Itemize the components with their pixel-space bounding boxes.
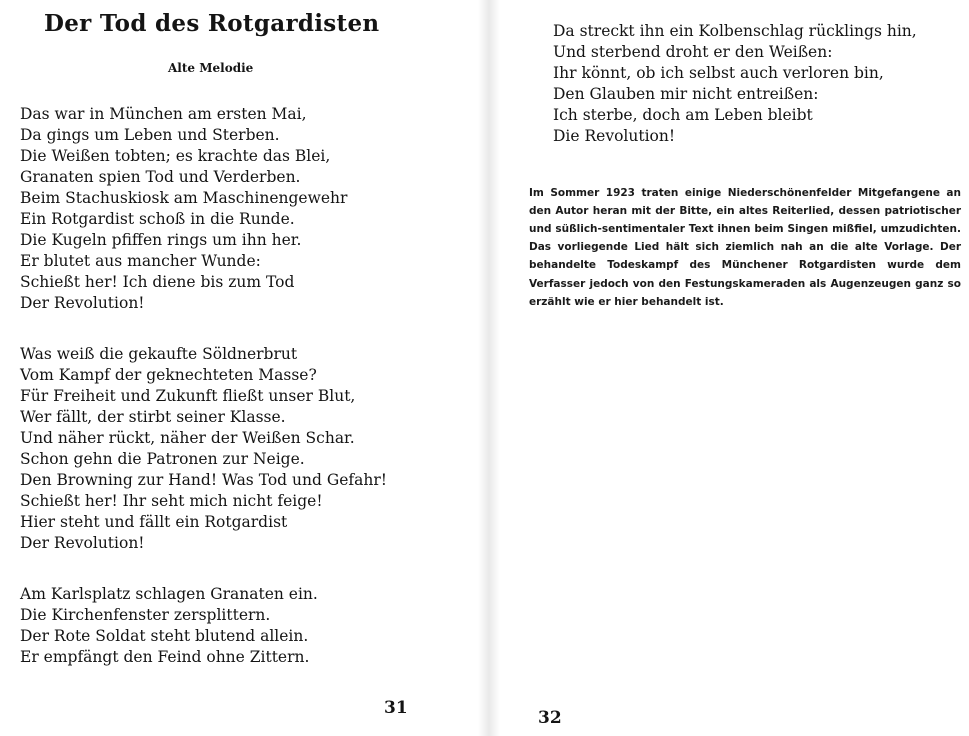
- verse-line: Schießt her! Ihr seht mich nicht feige!: [20, 492, 323, 510]
- stanza-4: [553, 21, 917, 147]
- verse-line: Den Browning zur Hand! Was Tod und Gefahr!: [20, 471, 387, 489]
- poem-title: Der Tod des Rotgardisten: [44, 10, 380, 37]
- verse-line: Beim Stachuskiosk am Maschinengewehr: [20, 189, 348, 207]
- verse-line: Da gings um Leben und Sterben.: [20, 126, 280, 144]
- verse-line: Der Revolution!: [20, 294, 145, 312]
- verse-line: Die Kirchenfenster zersplittern.: [20, 606, 271, 624]
- verse-line: Ich sterbe, doch am Leben bleibt: [553, 106, 813, 124]
- verse-line: Da streckt ihn ein Kolbenschlag rücklings hin,: [553, 22, 917, 40]
- stanza-2: [20, 344, 387, 554]
- verse-line: Am Karlsplatz schlagen Granaten ein.: [20, 585, 318, 603]
- stanza-3: [20, 584, 318, 668]
- verse-line: Für Freiheit und Zukunft fließt unser Blut,: [20, 387, 356, 405]
- verse-line: Granaten spien Tod und Verderben.: [20, 168, 301, 186]
- verse-line: Vom Kampf der geknechteten Masse?: [20, 366, 317, 384]
- verse-line: Schießt her! Ich diene bis zum Tod: [20, 273, 295, 291]
- melody-subtitle: Alte Melodie: [168, 61, 254, 75]
- verse-line: Die Kugeln pfiffen rings um ihn her.: [20, 231, 302, 249]
- verse-line: Das war in München am ersten Mai,: [20, 105, 307, 123]
- verse-line: Ein Rotgardist schoß in die Runde.: [20, 210, 295, 228]
- left-page: [0, 0, 478, 736]
- right-page: [500, 0, 969, 736]
- verse-line: Er blutet aus mancher Wunde:: [20, 252, 261, 270]
- editorial-note: Im Sommer 1923 traten einige Niederschönenfelder Mitgefangene an den Autor heran mit der Bitte, ein altes Reiterlied, dessen patriotischer und süßlich-sentimentaler Text ihnen beim Singen mißfiel, umzudichten. Das vorliegende Lied hält sich ziemlich nah an die alte Vorlage. Der behandelte Todeskampf des Münchener Rotgardisten wurde dem Verfasser jedoch von den Festungskameraden als Augenzeugen ganz so erzählt wie er hier behandelt ist.: [529, 186, 961, 308]
- verse-line: Was weiß die gekaufte Söldnerbrut: [20, 345, 298, 363]
- verse-line: Die Weißen tobten; es krachte das Blei,: [20, 147, 331, 165]
- verse-line: Und näher rückt, näher der Weißen Schar.: [20, 429, 355, 447]
- verse-line: Wer fällt, der stirbt seiner Klasse.: [20, 408, 286, 426]
- verse-line: Er empfängt den Feind ohne Zittern.: [20, 648, 310, 666]
- page-number-left: 31: [384, 698, 408, 718]
- verse-line: Schon gehn die Patronen zur Neige.: [20, 450, 305, 468]
- book-gutter: [478, 0, 500, 736]
- verse-line: Der Rote Soldat steht blutend allein.: [20, 627, 309, 645]
- verse-line: Der Revolution!: [20, 534, 145, 552]
- verse-line: Die Revolution!: [553, 127, 676, 145]
- page-number-right: 32: [538, 708, 562, 728]
- stanza-1: [20, 104, 347, 314]
- verse-line: Hier steht und fällt ein Rotgardist: [20, 513, 288, 531]
- verse-line: Und sterbend droht er den Weißen:: [553, 43, 833, 61]
- verse-line: Ihr könnt, ob ich selbst auch verloren bin,: [553, 64, 884, 82]
- verse-line: Den Glauben mir nicht entreißen:: [553, 85, 819, 103]
